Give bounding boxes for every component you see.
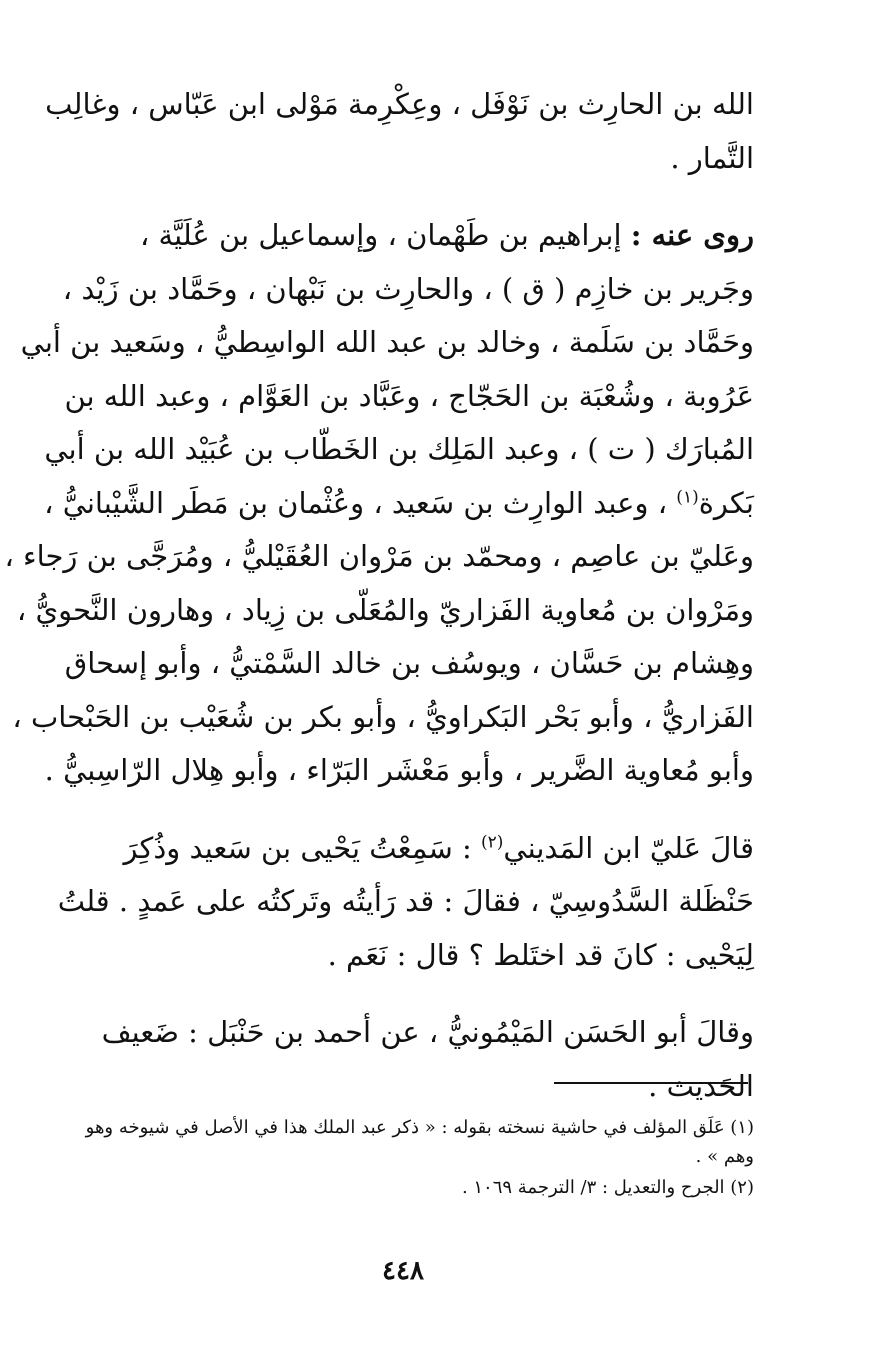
text-fragment: إبراهيم بن طَهْمان ، وإسماعيل بن عُلَيَّة ، xyxy=(139,218,631,252)
text-line xyxy=(44,477,754,531)
footnote-separator xyxy=(554,1082,748,1084)
footnotes xyxy=(52,1113,754,1204)
text-line: المُبارَك ( ت ) ، وعبد المَلِك بن الخَطّاب بن عُبَيْد الله بن أبي xyxy=(44,432,754,466)
text-line: وأبو مُعاوية الضَّرير ، وأبو مَعْشَر البَرّاء ، وأبو هِلال الرّاسِبيُّ . xyxy=(44,753,754,787)
footnote-2: (٢) الجرح والتعديل : ٣/ الترجمة ١٠٦٩ . xyxy=(461,1177,754,1198)
paragraph-teachers-end xyxy=(45,78,754,185)
text-line: وعَليّ بن عاصِم ، ومحمّد بن مَرْوان العُقَيْليُّ ، ومُرَجَّى بن رَجاء ، xyxy=(4,539,754,573)
text-line: وحَمَّاد بن سَلَمة ، وخالد بن عبد الله الواسِطيُّ ، وسَعيد بن أبي xyxy=(20,325,754,359)
text-line xyxy=(52,822,754,876)
section-heading: روى عنه : xyxy=(630,218,754,252)
text-line: وقالَ أبو الحَسَن المَيْمُونيُّ ، عن أحمد بن حَنْبَل : ضَعيف xyxy=(101,1015,754,1049)
text-line: عَرُوبة ، وشُعْبَة بن الحَجّاج ، وعَبَّاد بن العَوَّام ، وعبد الله بن xyxy=(64,378,754,413)
text-fragment: قالَ عَليّ ابن المَديني xyxy=(503,830,754,865)
text-line xyxy=(52,209,754,263)
paragraph-al-maymuni xyxy=(52,1006,754,1113)
text-line: التَّمار . xyxy=(670,140,754,175)
text-fragment: ، وعبد الوارِث بن سَعيد ، وعُثْمان بن مَطَر الشَّيْبانيُّ ، xyxy=(44,485,677,520)
footnote-marker-2: (٢) xyxy=(481,831,504,852)
paragraph-narrators xyxy=(4,209,754,798)
footnote-line: (١) عَلَق المؤلف في حاشية نسخته بقوله : « ذكر عبد الملك هذا في الأصل في شيوخه وهو xyxy=(85,1117,754,1138)
footnote-line: وهم » . xyxy=(695,1146,754,1167)
footnote-1 xyxy=(52,1113,754,1171)
text-line: الفَزاريُّ ، وأبو بَحْر البَكراويُّ ، وأبو بكر بن شُعَيْب بن الحَبْحاب ، xyxy=(12,699,754,734)
text-fragment: : سَمِعْتُ يَحْيى بن سَعيد وذُكِرَ xyxy=(123,830,481,865)
text-line: وهِشام بن حَسَّان ، ويوسُف بن خالد السَّمْتيُّ ، وأبو إسحاق xyxy=(64,646,754,680)
footnote-marker-1: (١) xyxy=(676,486,699,507)
text-line: الحَديث . xyxy=(648,1068,754,1103)
text-line: ومَرْوان بن مُعاوية الفَزاريّ والمُعَلّى بن زِياد ، وهارون النَّحويُّ ، xyxy=(16,592,754,627)
text-line: حَنْظَلة السَّدُوسِيّ ، فقالَ : قد رَأيتُه وتَركتُه على عَمدٍ . قلتُ xyxy=(57,884,754,918)
text-line: الله بن الحارِث بن نَوْفَل ، وعِكْرِمة مَوْلى ابن عَبّاس ، وغالِب xyxy=(45,87,754,121)
text-fragment: بَكرة xyxy=(698,485,754,520)
text-line: وجَرير بن خازِم ( ق ) ، والحارِث بن نَبْهان ، وحَمَّاد بن زَيْد ، xyxy=(62,271,754,306)
book-page xyxy=(4,78,754,1338)
page-number: ٤٤٨ xyxy=(382,1256,424,1286)
paragraph-ali-ibn-al-madini xyxy=(52,822,754,983)
text-line: لِيَحْيى : كانَ قد اختَلط ؟ قال : نَعَم . xyxy=(327,937,754,972)
